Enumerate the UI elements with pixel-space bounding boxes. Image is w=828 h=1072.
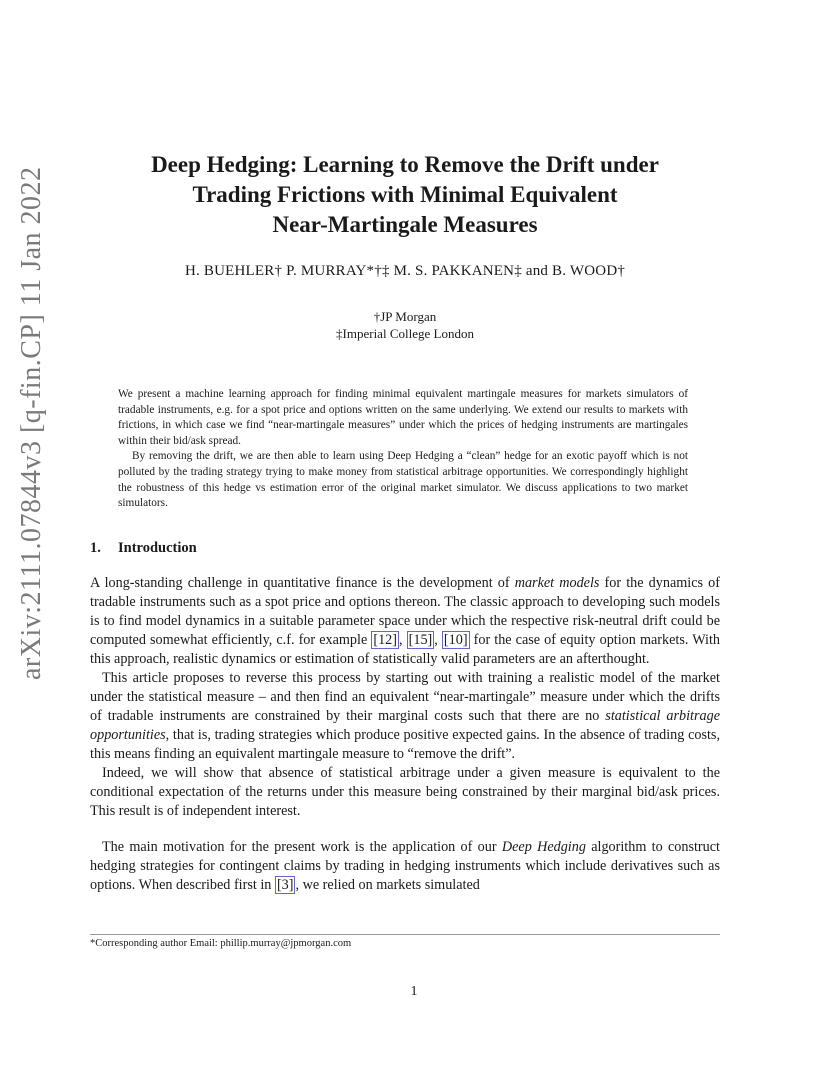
section-heading <box>90 540 197 557</box>
body-paragraph: This article proposes to reverse this process by starting out with training a realistic model of the market under the statistical measure – and then find an equivalent “near-martingale” measure under which the drifts of tradable instruments are constrained by their marginal costs such that there are no statistical arbitrage opportunities, that is, trading strategies which produce positive expected gains. In the absence of trading costs, this means finding an equivalent martingale measure to “remove the drift”. <box>90 670 721 762</box>
body-paragraph: The main motivation for the present work is the application of our Deep Hedging algorithm to construct hedging strategies for contingent claims by trading in hedging instruments which include derivatives such as options. When described first in [3] , we relied on markets simulated <box>90 839 720 893</box>
emphasis: market models <box>514 575 600 591</box>
section-title: Introduction <box>118 540 197 556</box>
abstract <box>118 387 688 512</box>
title-line: Trading Frictions with Minimal Equivalent <box>192 182 618 207</box>
citation-link[interactable]: [15] <box>408 632 433 648</box>
emphasis: Deep Hedging <box>501 839 586 855</box>
citation-link[interactable]: [3] <box>276 877 294 893</box>
citation-link[interactable]: [12] <box>373 632 397 648</box>
section-number: 1. <box>90 540 101 556</box>
affiliations <box>90 308 720 342</box>
footnote: *Corresponding author Email: phillip.murray@jpmorgan.com <box>90 938 352 949</box>
title-line: Deep Hedging: Learning to Remove the Drift under <box>151 152 659 177</box>
arxiv-identifier-stamp: arXiv:2111.07844v3 [q-fin.CP] 11 Jan 2022 <box>16 166 47 680</box>
affiliation: †JP Morgan <box>373 309 437 324</box>
emphasis: statistical arbitrage opportunities <box>90 708 721 743</box>
page-number: 1 <box>410 984 418 999</box>
body-text <box>90 574 720 895</box>
paper-title <box>90 150 720 240</box>
footnote-rule <box>90 934 720 935</box>
abstract-paragraph: By removing the drift, we are then able to learn using Deep Hedging a “clean” hedge for an exotic payoff which is not polluted by the trading strategy trying to make money from statistical arbitrage opportunities. We correspondingly highlight the robustness of this hedge vs estimation error of the original market simulator. We discuss applications to two market simulators. <box>118 450 688 510</box>
affiliation: ‡Imperial College London <box>336 326 474 341</box>
citation-link[interactable]: [10] <box>443 632 468 648</box>
author-list: H. BUEHLER† P. MURRAY*†‡ M. S. PAKKANEN‡ and B. WOOD† <box>184 263 626 279</box>
body-paragraph: A long-standing challenge in quantitative finance is the development of market models for the dynamics of tradable instruments such as a spot price and options thereon. The classic approach to developing such models is to find model dynamics in a suitable parameter space under which the respective risk-neutral drift could be computed somewhat efficiently, c.f. for example [12] , [15] , [10] for the case of equity option markets. With this approach, realistic dynamics or estimation of statistically valid parameters are an afterthought. <box>90 575 721 667</box>
abstract-paragraph: We present a machine learning approach for finding minimal equivalent martingale measures for markets simulators of tradable instruments, e.g. for a spot price and options written on the same underlying. We extend our results to markets with frictions, in which case we find “near-martingale measures” under which the prices of hedging instruments are martingales within their bid/ask spread. <box>118 388 688 447</box>
title-line: Near-Martingale Measures <box>272 212 538 237</box>
body-paragraph: Indeed, we will show that absence of statistical arbitrage under a given measure is equivalent to the conditional expectation of the returns under this measure being constrained by their marginal bid/ask prices. This result is of independent interest. <box>90 765 720 819</box>
